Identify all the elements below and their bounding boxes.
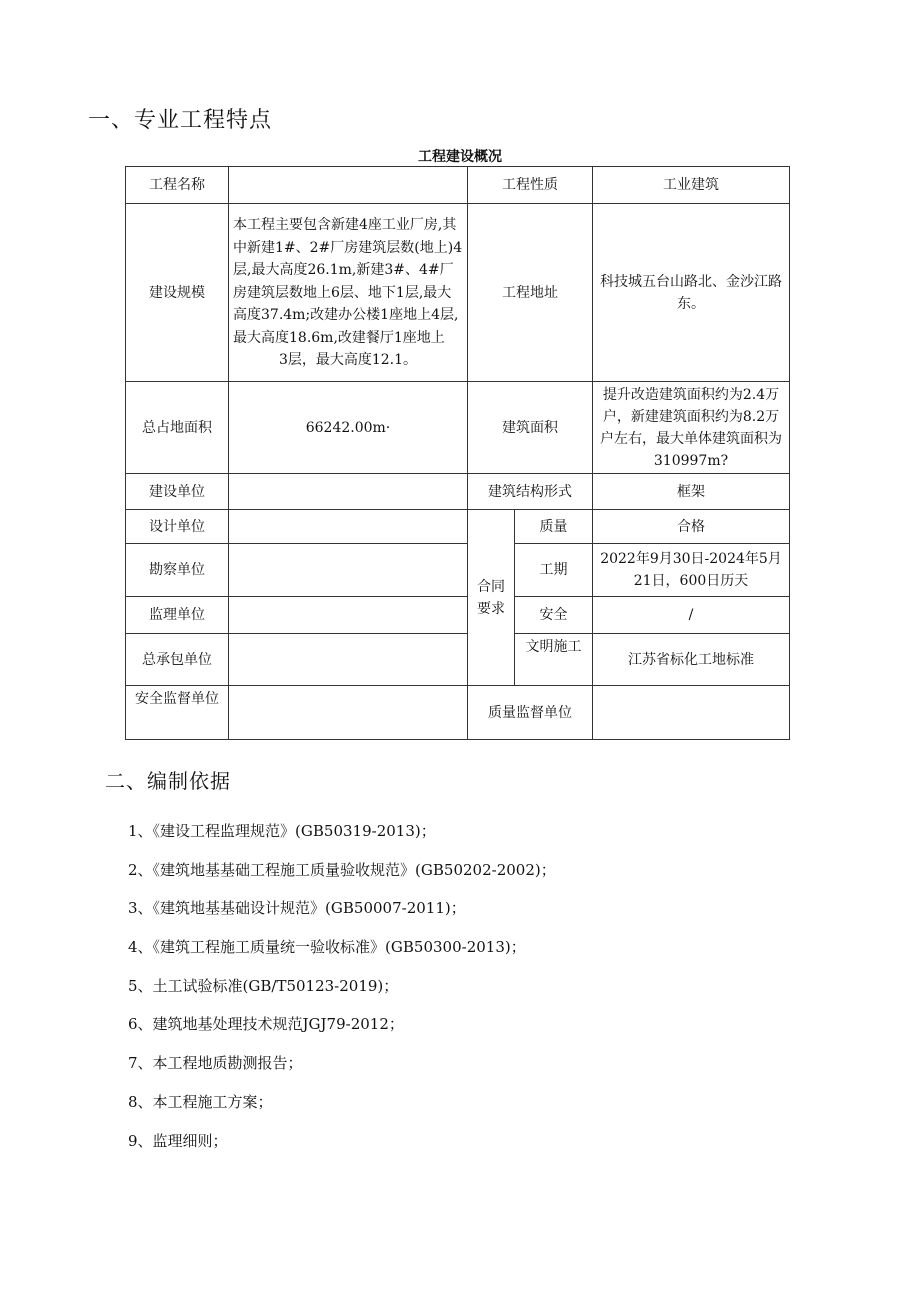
table-row xyxy=(126,634,790,686)
list-item: 2、《建筑地基基础工程施工质量验收规范》(GB50202-2002)； xyxy=(128,860,556,879)
list-item: 5、土工试验标准(GB/T50123-2019)； xyxy=(128,976,399,995)
section-heading-characteristics: 一、专业工程特点 xyxy=(88,108,273,133)
design-unit-value xyxy=(229,510,468,544)
supervision-unit-value xyxy=(229,597,468,634)
project-address-value: 科技城五台山路北、金沙江路东。 xyxy=(593,204,790,382)
project-nature-value: 工业建筑 xyxy=(593,167,790,204)
construction-scale-text: 本工程主要包含新建4座工业厂房,其中新建1#、2#厂房建筑层数(地上)4层,最大高度26.1m,新建3#、4#厂房建筑层数地上6层、地下1层,最大高度37.4m;改建办公楼1座地上4层,最大高度18.6m,改建餐厅1座地上 xyxy=(233,217,463,346)
table-row xyxy=(126,510,790,544)
section-heading-basis: 二、编制依据 xyxy=(105,769,231,793)
quality-supervision-unit-label: 质量监督单位 xyxy=(468,686,593,740)
survey-unit-value xyxy=(229,544,468,597)
design-unit-label: 设计单位 xyxy=(126,510,229,544)
construction-scale-value xyxy=(229,204,468,382)
construction-scale-text-tail: 3层，最大高度12.1。 xyxy=(278,352,418,368)
table-row xyxy=(126,686,790,740)
table-row xyxy=(126,167,790,204)
list-item: 6、建筑地基处理技术规范JGJ79-2012； xyxy=(128,1015,404,1034)
general-contractor-label: 总承包单位 xyxy=(126,634,229,686)
project-address-label: 工程地址 xyxy=(468,204,593,382)
project-name-value xyxy=(229,167,468,204)
building-area-value: 提升改造建筑面积约为2.4万户，新建建筑面积约为8.2万户左右，最大单体建筑面积为310997m? xyxy=(593,382,790,474)
list-item: 9、监理细则； xyxy=(128,1131,228,1150)
safety-value: / xyxy=(593,597,790,634)
project-overview-table xyxy=(125,166,790,740)
list-item: 1、《建设工程监理规范》(GB50319-2013)； xyxy=(128,822,436,840)
construction-scale-label: 建设规模 xyxy=(126,204,229,382)
table-row xyxy=(126,544,790,597)
structure-form-value: 框架 xyxy=(593,474,790,510)
quality-supervision-unit-value xyxy=(593,686,790,740)
total-land-area-label: 总占地面积 xyxy=(126,382,229,474)
list-item: 3、《建筑地基基础设计规范》(GB50007-2011)； xyxy=(128,899,466,918)
duration-label: 工期 xyxy=(515,544,593,597)
duration-value: 2022年9月30日-2024年5月21日，600日历天 xyxy=(593,544,790,597)
list-item: 7、本工程地质勘测报告； xyxy=(128,1054,303,1073)
contract-requirements-label: 合同要求 xyxy=(468,510,515,686)
list-item: 8、本工程施工方案； xyxy=(128,1092,273,1111)
owner-unit-label: 建设单位 xyxy=(126,474,229,510)
civilized-construction-value: 江苏省标化工地标准 xyxy=(593,634,790,686)
total-land-area-value: 66242.00m· xyxy=(229,382,468,474)
quality-label: 质量 xyxy=(515,510,593,544)
civilized-construction-label: 文明施工 xyxy=(515,634,593,686)
table-row xyxy=(126,597,790,634)
structure-form-label: 建筑结构形式 xyxy=(468,474,593,510)
supervision-unit-label: 监理单位 xyxy=(126,597,229,634)
project-nature-label: 工程性质 xyxy=(468,167,593,204)
table-caption: 工程建设概况 xyxy=(418,149,502,165)
basis-list xyxy=(128,819,556,1167)
survey-unit-label: 勘察单位 xyxy=(126,544,229,597)
table-row xyxy=(126,474,790,510)
safety-supervision-unit-value xyxy=(229,686,468,740)
building-area-label: 建筑面积 xyxy=(468,382,593,474)
safety-supervision-unit-label: 安全监督单位 xyxy=(126,686,229,740)
project-name-label: 工程名称 xyxy=(126,167,229,204)
general-contractor-value xyxy=(229,634,468,686)
list-item: 4、《建筑工程施工质量统一验收标准》(GB50300-2013)； xyxy=(128,938,526,957)
table-row xyxy=(126,382,790,474)
table-row xyxy=(126,204,790,382)
safety-label: 安全 xyxy=(515,597,593,634)
quality-value: 合格 xyxy=(593,510,790,544)
owner-unit-value xyxy=(229,474,468,510)
